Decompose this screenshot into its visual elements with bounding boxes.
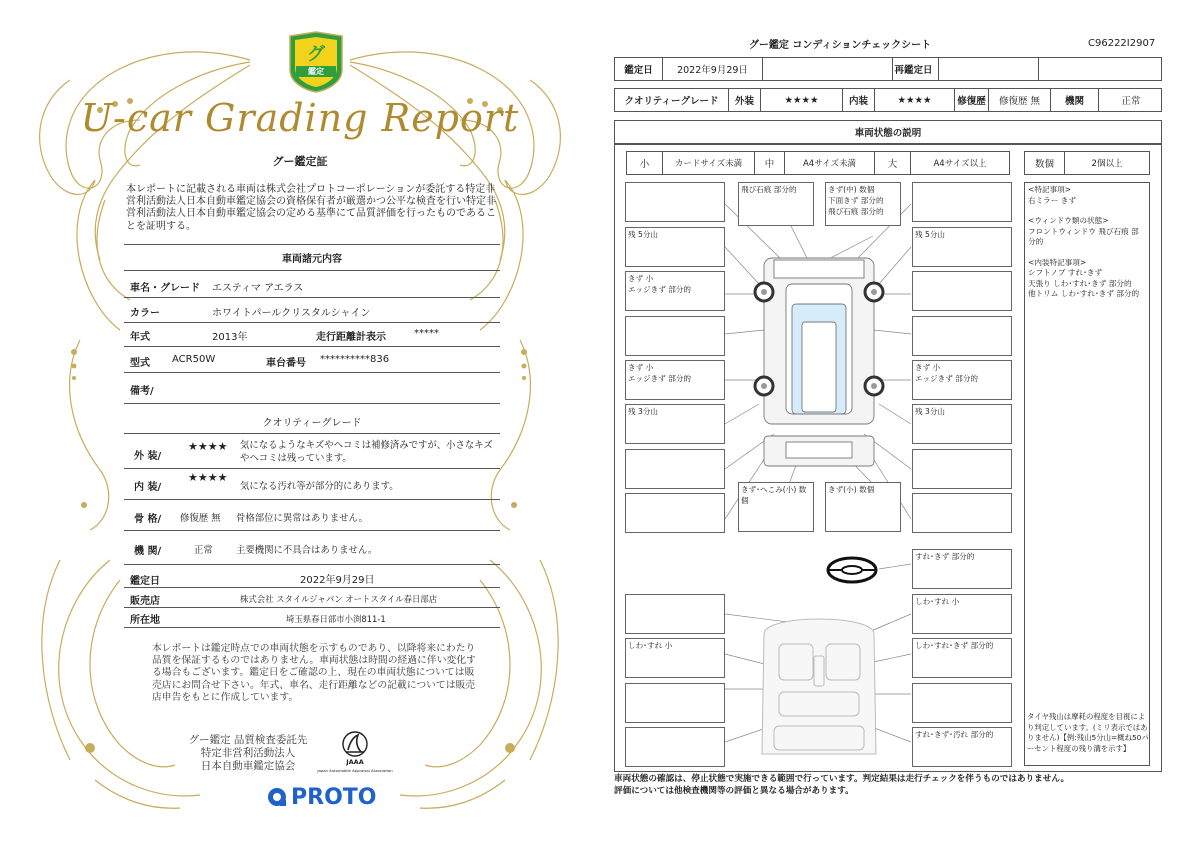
issuer-line: 日本自動車鑑定協会 (200, 760, 296, 772)
condition-text: エッジきず 部分的 (915, 374, 979, 383)
condition-text: しわ･すれ 小 (915, 597, 960, 606)
jaaa-emblem (318, 728, 392, 780)
condition-box (912, 449, 1012, 489)
interior-comment: 気になる汚れ等が部分的にあります。 (240, 481, 399, 492)
condition-box (625, 683, 725, 723)
condition-text: エッジきず 部分的 (628, 374, 692, 383)
color-label: カラー (130, 308, 160, 319)
condition-box (912, 182, 1012, 222)
appraisal-date-value: 2022年9月29日 (300, 575, 375, 586)
frame-value: 修復歴 無 (180, 513, 221, 524)
interior-stars: ★★★★ (188, 471, 228, 484)
condition-text: 飛び石痕 部分的 (741, 185, 797, 194)
condition-box-bottom-mid-right (825, 482, 901, 532)
condition-box-top-mid-left (738, 182, 814, 226)
reappraisal-label: 再鑑定日 (889, 58, 939, 80)
goo-appraisal-logo (286, 30, 346, 94)
divider (124, 468, 500, 469)
divider (124, 530, 500, 531)
condition-box-interior-right-1 (912, 594, 1012, 634)
car-name-value: エスティマ アエラス (212, 283, 304, 294)
appraisal-date-label: 鑑定日 (130, 576, 160, 587)
engine-comment: 主要機関に不具合はありません。 (236, 545, 378, 556)
condition-box (912, 683, 1012, 723)
footer-note-1: 車両状態の確認は、停止状態で実施できる範囲で行っています。判定結果は走行チェックを伴うものではありません。 (614, 774, 1070, 784)
condition-text: 残 3分山 (915, 407, 946, 416)
date-label: 鑑定日 (615, 58, 663, 80)
divider (124, 607, 500, 608)
condition-text: エッジきず 部分的 (628, 285, 692, 294)
empty-cell (763, 58, 893, 80)
notes-heading: <特記事項> (1028, 185, 1072, 194)
mileage-label: 走行距離計表示 (316, 332, 386, 343)
date-row (614, 57, 1162, 81)
quality-row (614, 88, 1162, 112)
tire-tread-note: タイヤ残山は摩耗の程度を目視により判定しています。(ミリ表示ではありません)【例:残山5分山=概ね50パーセント程度の残り溝を示す】 (1027, 712, 1149, 753)
car-name-label: 車名・グレード (130, 283, 200, 294)
condition-box-right-1 (912, 227, 1012, 267)
condition-box (912, 493, 1012, 533)
engine-label: 機関 (1051, 89, 1099, 111)
condition-text: きず 小 (915, 363, 941, 372)
condition-box-interior-right-4 (912, 727, 1012, 767)
notes-item: 他トリム しわ･すれ･きず 部分的 (1028, 289, 1140, 298)
notes-item: シフトノブ すれ･きず (1028, 268, 1103, 277)
year-label: 年式 (130, 332, 150, 343)
condition-box-left-5 (625, 404, 725, 444)
legend-small: 小 (627, 152, 663, 174)
exterior-stars: ★★★★ (761, 89, 843, 111)
notes-heading: <内装特記事項> (1028, 257, 1087, 267)
condition-box (625, 182, 725, 222)
divider (124, 372, 500, 373)
sheet-id: C96222I2907 (1088, 38, 1156, 49)
frame-comment: 骨格部位に異常はありません。 (236, 513, 368, 524)
notes-group (1028, 185, 1146, 206)
legend-count-desc: 2個以上 (1091, 159, 1123, 169)
mileage-value: ***** (414, 328, 439, 339)
spec-section-title: 車両諸元内容 (282, 254, 342, 265)
proto-logo-icon (266, 786, 288, 808)
divider (124, 564, 500, 565)
condition-text: きず 小 (628, 363, 654, 372)
chassis-value: **********836 (320, 354, 390, 365)
condition-text: きず 小 (628, 274, 654, 283)
chassis-label: 車台番号 (266, 358, 306, 369)
condition-box-right-4 (912, 360, 1012, 400)
certificate-heading: グー鑑定証 (272, 155, 328, 168)
divider (124, 244, 500, 245)
condition-box-left-1 (625, 227, 725, 267)
engine-value: 正常 (1121, 96, 1141, 107)
frame-label: 骨 格/ (134, 514, 162, 525)
address-value: 埼玉県春日部市小渕811-1 (286, 614, 386, 624)
quality-label: クオリティーグレード (615, 89, 729, 111)
legend-small-desc: カードサイズ未満 (663, 152, 755, 174)
notes-group (1028, 258, 1146, 300)
condition-text: 下面きず 部分的 (828, 196, 884, 205)
divider (124, 346, 500, 347)
notes-group (1028, 216, 1146, 248)
condition-box-interior-left-2 (625, 638, 725, 678)
issuer-line: グー鑑定 品質検査委託先 (188, 734, 308, 746)
issuer-block (168, 734, 328, 773)
interior-label: 内装 (843, 89, 875, 111)
model-label: 型式 (130, 358, 150, 369)
condition-box (625, 594, 725, 634)
condition-text: きず･へこみ(小) 数個 (741, 485, 807, 505)
exterior-comment: 気になるようなキズやヘコミは補修済みですが、小さなキズやヘコミは残っています。 (240, 440, 493, 464)
condition-box (625, 493, 725, 533)
condition-title: 車両状態の説明 (854, 128, 922, 139)
condition-text: しわ･すれ 小 (628, 641, 673, 650)
condition-text: すれ･きず 部分的 (915, 552, 975, 561)
legend-medium-desc: A4サイズ未満 (785, 152, 875, 174)
script-title: U-car Grading Report (80, 96, 520, 140)
date-value: 2022年9月29日 (663, 58, 763, 80)
condition-text: きず(中) 数個 (828, 185, 875, 194)
logo-label: 鑑定 (308, 67, 324, 76)
divider (124, 587, 500, 588)
divider (124, 297, 500, 298)
svg-text:グ: グ (307, 44, 325, 65)
condition-box-left-4 (625, 360, 725, 400)
condition-text: 飛び石痕 部分的 (828, 207, 884, 216)
color-value: ホワイトパールクリスタルシャイン (212, 308, 371, 319)
model-value: ACR50W (172, 354, 216, 365)
interior-stars: ★★★★ (875, 89, 955, 111)
year-value: 2013年 (212, 332, 248, 343)
certificate-disclaimer: 本レポートは鑑定時点での車両状態を示すものであり、以降将来にわたり品質を保証するものではありません。車両状態は時間の経過に伴い変化する場合もございます。鑑定日をご確認の上、現在の車両状態については販売店にお問合せ下さい。年式、車名、走行距離などの記載については販売店申告をもとに作成しています。 (152, 643, 476, 703)
jaaa-subtitle: Japan Automobile Appraisal Association (317, 768, 393, 773)
remarks-label: 備考/ (130, 386, 154, 397)
notes-item: 天張り しわ･すれ･きず 部分的 (1028, 278, 1132, 288)
notes-heading: <ウィンドウ類の状態> (1028, 216, 1109, 225)
legend-medium: 中 (755, 152, 785, 174)
legend-large: 大 (875, 152, 911, 174)
empty-cell (1039, 58, 1163, 80)
engine-value: 正常 (194, 545, 213, 556)
divider (124, 270, 500, 271)
condition-text: きず(小) 数個 (828, 485, 875, 494)
exterior-label: 外 装/ (134, 451, 162, 462)
engine-label: 機 関/ (134, 546, 162, 557)
condition-box-interior-right-2 (912, 638, 1012, 678)
dealer-label: 販売店 (130, 596, 160, 607)
special-notes (1024, 182, 1150, 766)
divider (124, 403, 500, 404)
reappraisal-value (939, 58, 1039, 80)
condition-box-bottom-mid-left (738, 482, 814, 532)
repair-value: 修復歴 無 (989, 89, 1051, 111)
certificate-intro: 本レポートに記載される車両は株式会社プロトコーポレーションが委託する特定非営利活動法人日本自動車鑑定協会の資格保有者が厳選かつ公平な検査を行い特定非営利活動法人日本自動車鑑定協会の定める基準にて品質評価を行ったものであることを証明する。 (126, 184, 496, 232)
sheet-title: グー鑑定 コンディションチェックシート (748, 40, 932, 51)
condition-box (912, 271, 1012, 311)
condition-text: 残 3分山 (628, 407, 659, 416)
condition-box-steering (912, 549, 1012, 589)
divider (124, 433, 500, 434)
count-legend (1024, 151, 1150, 175)
divider (124, 499, 500, 500)
quality-section-title: クオリティーグレード (262, 418, 362, 429)
condition-text: しわ･すれ･きず 部分的 (915, 641, 994, 650)
issuer-line: 特定非営利活動法人 (200, 747, 296, 759)
interior-label: 内 装/ (134, 482, 162, 493)
address-label: 所在地 (130, 615, 160, 626)
condition-box (625, 449, 725, 489)
steering-wheel-icon (828, 558, 876, 582)
condition-box-right-5 (912, 404, 1012, 444)
notes-item: 右ミラー きず (1028, 195, 1076, 205)
condition-box-top-mid-right (825, 182, 901, 226)
legend-count: 数個 (1025, 152, 1065, 174)
dealer-value: 株式会社 スタイルジャパン オートスタイル春日部店 (240, 594, 438, 604)
divider (124, 322, 500, 323)
legend-large-desc: A4サイズ以上 (933, 159, 987, 169)
repair-label: 修復歴 (955, 89, 989, 111)
exterior-stars: ★★★★ (188, 440, 228, 453)
exterior-label: 外装 (729, 89, 761, 111)
jaaa-label: JAAA (346, 758, 364, 766)
notes-item: フロントウィンドウ 飛び石痕 部分的 (1028, 226, 1139, 246)
condition-text: 残 5分山 (915, 230, 946, 239)
condition-box (625, 316, 725, 356)
condition-text: 残 5分山 (628, 230, 659, 239)
condition-box (912, 316, 1012, 356)
divider (124, 627, 500, 628)
footer-note-2: 評価については他検査機関等の評価と異なる場合があります。 (614, 786, 854, 796)
condition-text: すれ･きず･汚れ 部分的 (915, 730, 994, 739)
condition-box-left-2 (625, 271, 725, 311)
proto-logo-text: PROTO (291, 785, 377, 810)
condition-title-row (614, 120, 1162, 144)
condition-box (625, 727, 725, 767)
